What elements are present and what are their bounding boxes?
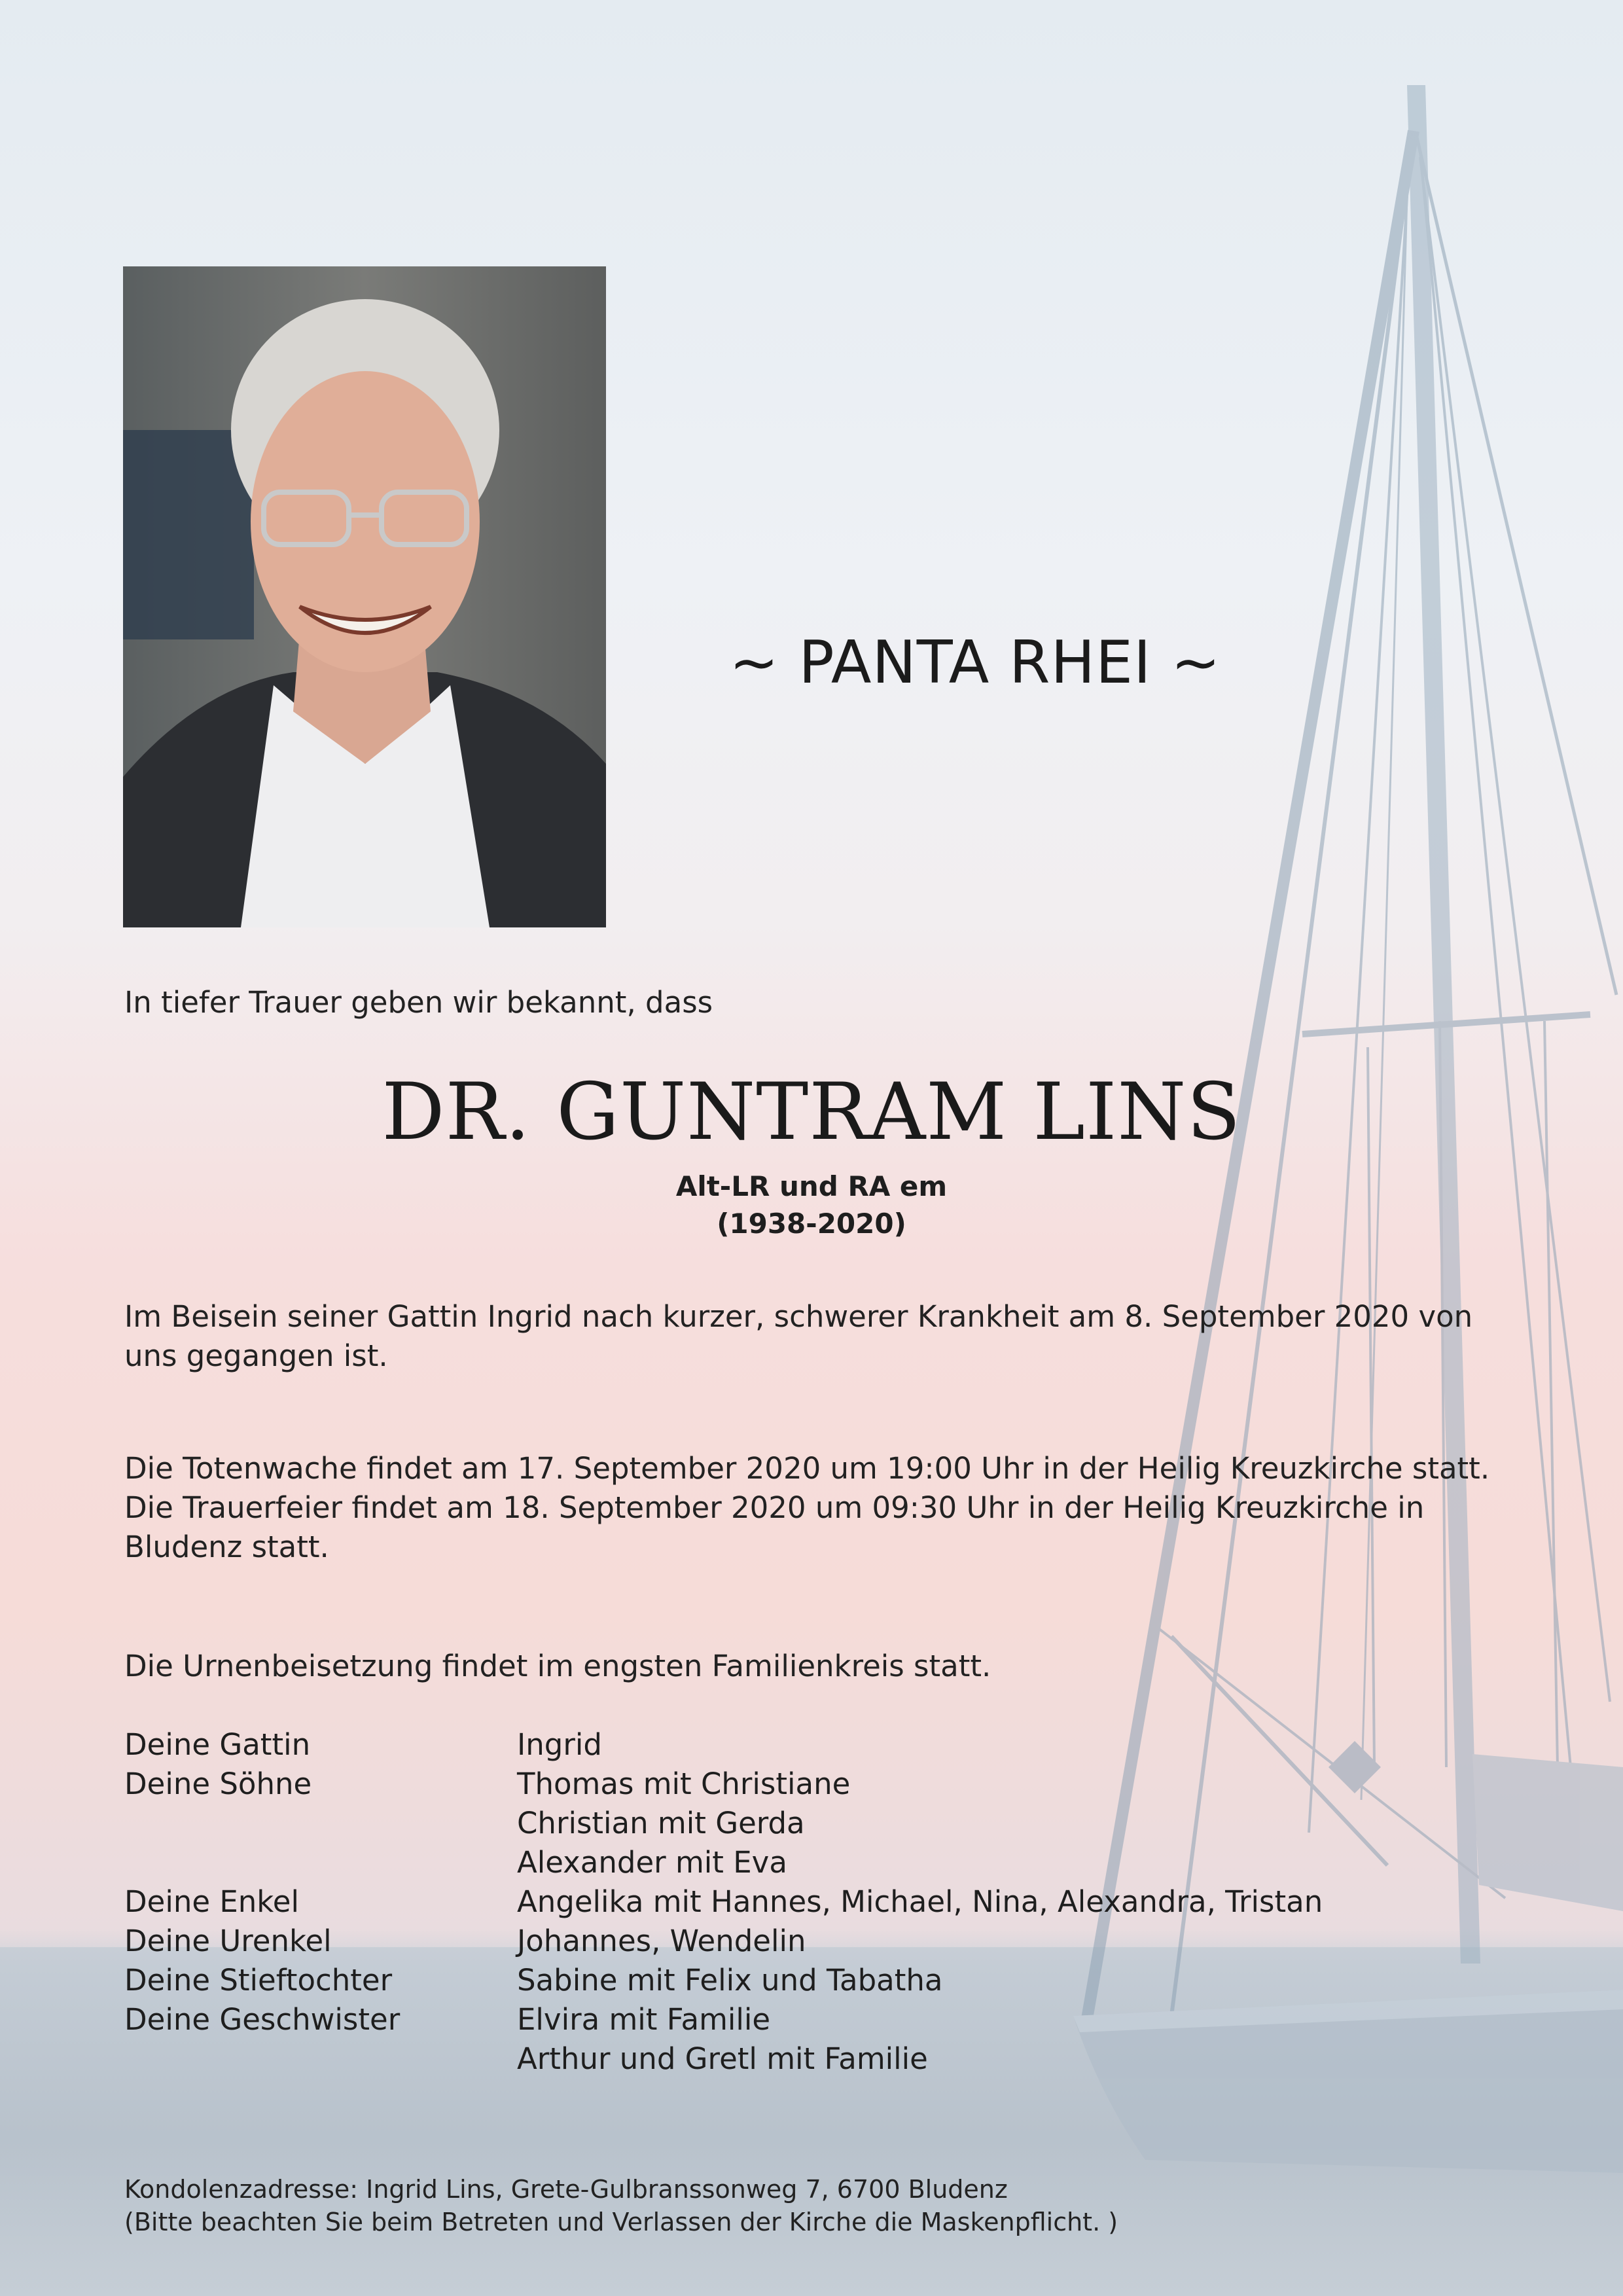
family-names: Thomas mit Christiane (517, 1767, 851, 1801)
family-names: Sabine mit Felix und Tabatha (517, 1963, 943, 1998)
ceremony-paragraph: Die Totenwache findet am 17. September 2020 um 19:00 Uhr in der Heilig Kreuzkirche statt. Die Trauerfeier findet am 18. September 2020 um 09:30 Uhr in der Heilig Kreuzkirche in Bludenz statt. (124, 1451, 1490, 1564)
family-names: Elvira mit Familie (517, 2002, 771, 2037)
family-row (124, 1882, 1323, 1922)
family-relation (124, 1843, 517, 1882)
family-relation: Deine Enkel (124, 1884, 299, 1919)
family-names: Angelika mit Hannes, Michael, Nina, Alexandra, Tristan (517, 1884, 1323, 1919)
family-row (124, 1961, 1323, 2000)
family-relation: Deine Urenkel (124, 1924, 332, 1958)
motto-heading: ~ PANTA RHEI ~ (729, 628, 1221, 697)
title-line: Alt-LR und RA em (675, 1170, 948, 1202)
family-row (124, 1765, 1323, 1804)
burial-paragraph: Die Urnenbeisetzung findet im engsten Familienkreis statt. (124, 1649, 991, 1683)
family-list (124, 1725, 1323, 2079)
death-paragraph: Im Beisein seiner Gattin Ingrid nach kurzer, schwerer Krankheit am 8. September 2020 von uns gegangen ist. (124, 1299, 1473, 1373)
family-row (124, 1804, 1323, 1843)
intro-text: In tiefer Trauer geben wir bekannt, dass (124, 985, 713, 1020)
family-row (124, 1922, 1323, 1961)
life-years: (1938-2020) (717, 1208, 906, 1240)
family-names: Arthur und Gretl mit Familie (517, 2041, 928, 2076)
family-row (124, 2039, 1323, 2079)
family-relation: Deine Geschwister (124, 2002, 401, 2037)
mask-notice: (Bitte beachten Sie beim Betreten und Verlassen der Kirche die Maskenpflicht. ) (124, 2208, 1118, 2236)
family-row (124, 2000, 1323, 2039)
family-relation: Deine Söhne (124, 1767, 312, 1801)
family-relation (124, 1804, 517, 1843)
footer (124, 2173, 1118, 2238)
family-names: Johannes, Wendelin (517, 1924, 806, 1958)
condolence-address: Kondolenzadresse: Ingrid Lins, Grete-Gulbranssonweg 7, 6700 Bludenz (124, 2175, 1008, 2204)
deceased-name: DR. GUNTRAM LINS (382, 1067, 1241, 1158)
family-relation (124, 2039, 517, 2079)
family-relation: Deine Stieftochter (124, 1963, 393, 1998)
portrait-photo (123, 266, 606, 927)
family-row (124, 1843, 1323, 1882)
family-names: Christian mit Gerda (517, 1806, 805, 1840)
family-row (124, 1725, 1323, 1765)
family-names: Alexander mit Eva (517, 1845, 787, 1880)
family-relation: Deine Gattin (124, 1727, 311, 1762)
family-names: Ingrid (517, 1727, 602, 1762)
